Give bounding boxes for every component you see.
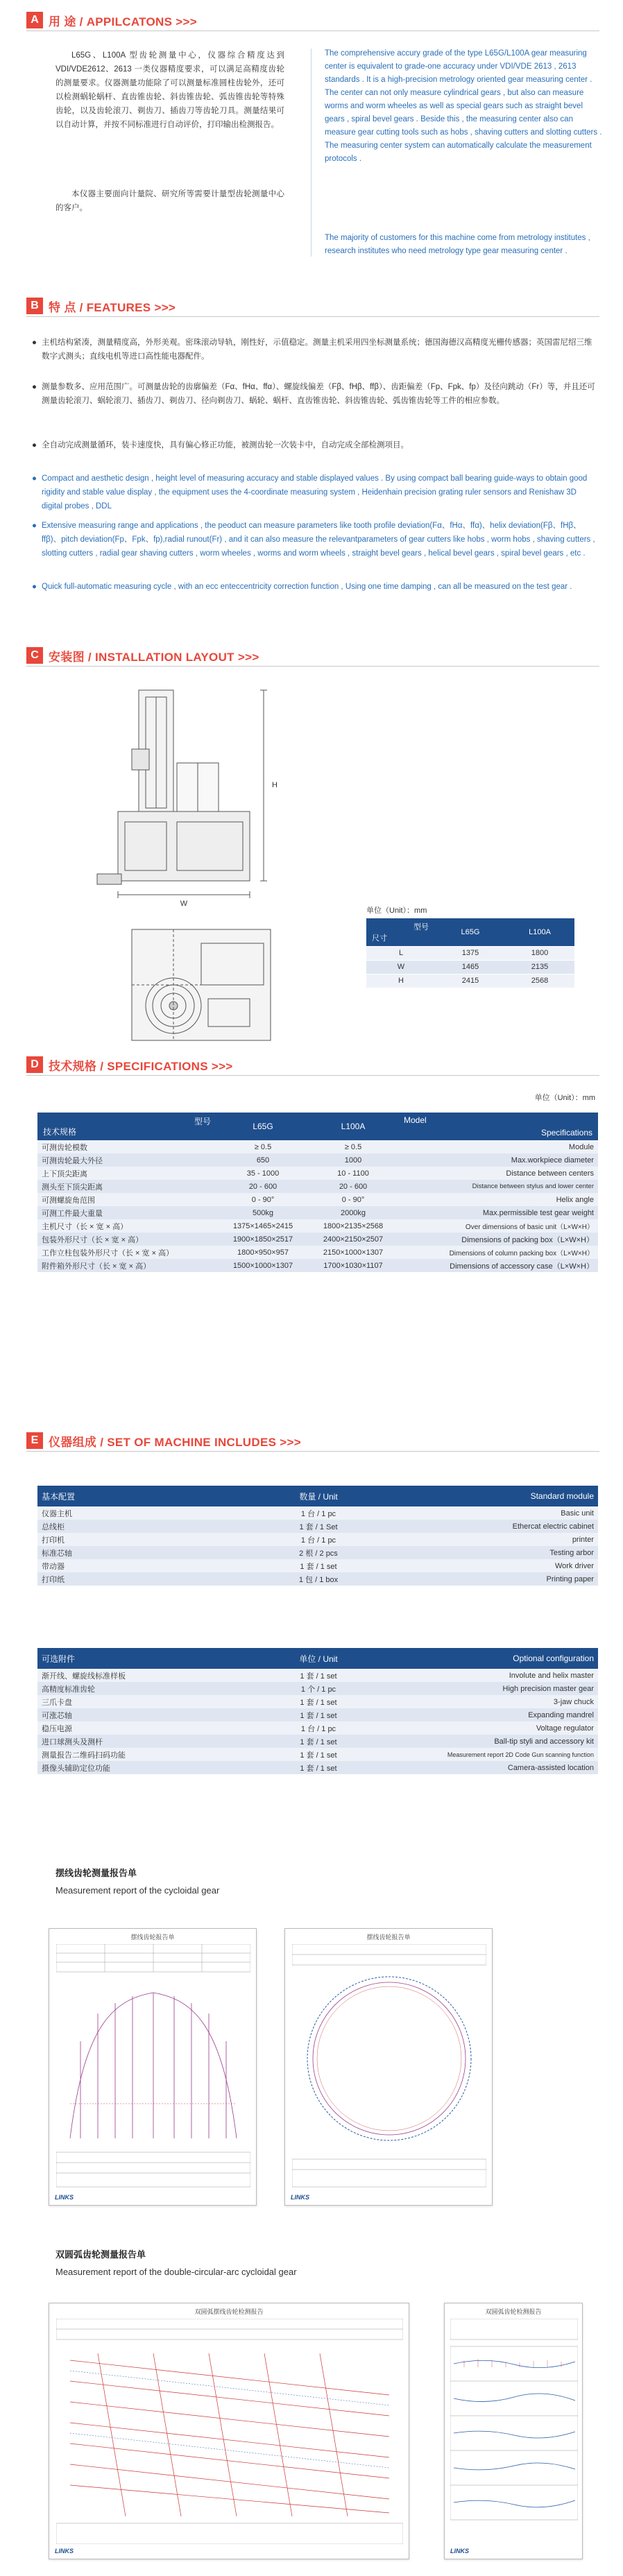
cycloid-circular-chart — [292, 1944, 486, 2190]
table-cell: Dimensions of column packing box（L×W×H） — [398, 1246, 598, 1259]
table-header-row — [366, 918, 574, 946]
header-model-label: 型号 — [413, 923, 429, 931]
table-cell: Ball-tip styli and accessory kit — [412, 1735, 598, 1748]
table-cell: Camera-assisted location — [412, 1761, 598, 1774]
table-cell: 2 根 / 2 pcs — [225, 1546, 412, 1559]
applications-cn-paragraph-1: L65G、L100A 型齿轮测量中心，仪器综合精度达到VDI/VDE2612、2613 一类仪器精度要求，可以满足高精度齿轮的测量要求。仪器测量功能除了可以测量标准圆柱齿轮外，还可以检测蜗轮蜗杆、直齿锥齿轮、斜齿锥齿轮、弧齿锥齿轮等特殊齿轮，以及齿轮滚刀、剃齿刀、插齿刀等齿轮刀具。测量结果可以自动计算，并按不同标准进行自动评价，打印输出检测报告。 — [56, 51, 284, 129]
section-c-letter: C — [26, 647, 43, 664]
table-cell: 1 套 / 1 set — [225, 1748, 412, 1761]
table-cell: printer — [412, 1533, 598, 1546]
table-cell: 打印机 — [37, 1533, 225, 1546]
table-cell: 650 — [218, 1153, 308, 1167]
header-cell: 单位 / Unit — [299, 1654, 338, 1664]
header-model-en-label: Model — [404, 1115, 427, 1125]
table-row — [37, 1259, 598, 1272]
table-cell: 1 套 / 1 Set — [225, 1520, 412, 1533]
table-cell: 上下顶尖距离 — [37, 1167, 218, 1180]
table-cell: 1465 — [436, 960, 505, 974]
table-row — [37, 1669, 598, 1682]
section-d-letter: D — [26, 1056, 43, 1073]
table-row — [366, 946, 574, 960]
table-row — [37, 1206, 598, 1219]
header-cell: L100A — [505, 918, 574, 946]
header-model-label: 型号 — [194, 1117, 211, 1126]
feature-en-1: ● Compact and aesthetic design , height level of measuring accuracy and stable displayed values . By using compact ball bearing guide-ways to obtain good rigidity and stable value display , the equipment uses the 4-coordinate measuring system , Heidenhain precision grating ruler sensors and Renishaw 3D digital probes , DDL — [32, 474, 588, 510]
table-cell: 0 - 90° — [218, 1193, 308, 1206]
header-cell-params — [37, 1113, 218, 1140]
installation-dimension-table — [366, 918, 574, 988]
basic-configuration-table — [37, 1486, 598, 1586]
table-row — [37, 1761, 598, 1774]
table-cell: 高精度标准齿轮 — [37, 1682, 225, 1695]
machine-top-view-drawing — [125, 922, 278, 1047]
section-b-header — [26, 297, 176, 315]
header-cell: L65G — [436, 918, 505, 946]
table-header-row — [37, 1113, 598, 1140]
header-cell-specs — [398, 1113, 598, 1140]
table-row — [37, 1708, 598, 1721]
feature-cn-1: ● 主机结构紧凑，测量精度高，外形美观。密珠滚动导轨，刚性好，示值稳定。测量主机采用四坐标测量系统；德国海德汉高精度光栅传感器；英国雷尼绍三维数字式测头；直线电机等进口高性能电器配件。 — [32, 338, 592, 361]
double-arc-report-title-cn: 双圆弧齿轮测量报告单 — [56, 2249, 146, 2260]
width-dimension-label: W — [180, 900, 188, 908]
feature-en-3: ● Quick full-automatic measuring cycle , with an ecc enteccentricity correction function , Using one time damping , can all be measured on the test gear . — [32, 583, 572, 591]
table-cell: 附件箱外形尺寸（长 × 宽 × 高） — [37, 1259, 218, 1272]
table-cell: ≥ 0.5 — [218, 1140, 308, 1153]
table-cell: 1 台 / 1 pc — [225, 1533, 412, 1546]
table-cell: 0 - 90° — [308, 1193, 398, 1206]
table-cell: 1800×950×957 — [218, 1246, 308, 1259]
header-cell-model — [366, 918, 436, 946]
table-cell: Dimensions of packing box（L×W×H） — [398, 1233, 598, 1246]
divider — [26, 316, 599, 317]
table-cell: 工作立柱包装外形尺寸（长 × 宽 × 高） — [37, 1246, 218, 1259]
optional-configuration-table — [37, 1648, 598, 1774]
table-row — [37, 1520, 598, 1533]
table-cell: 1 套 / 1 set — [225, 1695, 412, 1708]
table-cell: 1500×1000×1307 — [218, 1259, 308, 1272]
table-cell: 主机尺寸（长 × 宽 × 高） — [37, 1219, 218, 1233]
column-divider — [311, 49, 312, 257]
cycloid-report-title-en: Measurement report of the cycloidal gear — [56, 1885, 220, 1896]
table-cell: 3-jaw chuck — [412, 1695, 598, 1708]
section-a-header — [26, 11, 197, 29]
table-row — [37, 1506, 598, 1520]
table-cell: 1375 — [436, 946, 505, 960]
table-row — [37, 1546, 598, 1559]
header-params-label: 技术规格 — [43, 1127, 77, 1137]
table-cell: Module — [398, 1140, 598, 1153]
double-arc-report-title-en: Measurement report of the double-circular-arc cycloidal gear — [56, 2267, 297, 2277]
table-row — [37, 1748, 598, 1761]
sheet-caption: 双圆弧摆线齿轮检测报告 — [194, 2308, 264, 2315]
table-cell: Expanding mandrel — [412, 1708, 598, 1721]
divider — [26, 1075, 599, 1076]
table-cell: Testing arbor — [412, 1546, 598, 1559]
table-cell: 1 套 / 1 set — [225, 1669, 412, 1682]
links-logo: LINKS — [55, 2194, 74, 2201]
sheet-caption: 双圆弧齿轮检测报告 — [485, 2308, 542, 2315]
table-cell: 1 包 / 1 box — [225, 1572, 412, 1586]
table-cell: 1800×2135×2568 — [308, 1219, 398, 1233]
table-cell: Involute and helix master — [412, 1669, 598, 1682]
table-cell: 35 - 1000 — [218, 1167, 308, 1180]
divider — [26, 666, 599, 667]
section-c-header — [26, 646, 259, 664]
table-cell: 总线柜 — [37, 1520, 225, 1533]
table-cell: 可涨芯轴 — [37, 1708, 225, 1721]
table-cell: 标准芯轴 — [37, 1546, 225, 1559]
table-cell: Helix angle — [398, 1193, 598, 1206]
sheet-caption: 摆线齿轮报告单 — [366, 1934, 411, 1941]
table-cell: 测头至下顶尖距离 — [37, 1180, 218, 1193]
table-cell: Ethercat electric cabinet — [412, 1520, 598, 1533]
cycloid-report-sheet-1 — [49, 1928, 257, 2206]
feature-cn-2: ● 测量参数多、应用范围广。可测量齿轮的齿廓偏差（Fα、fHα、ffα）、螺旋线偏差（Fβ、fHβ、ffβ）、齿距偏差（Fp、Fpk、fp）及径向跳动（Fr）等，并且还可测量齿轮滚刀、蜗轮滚刀、插齿刀、剃齿刀、径向剃齿刀、蜗轮、蜗杆、直齿锥齿轮、斜齿锥齿轮、弧齿锥齿轮等工件的相应参数。 — [32, 383, 595, 405]
table-row — [37, 1721, 598, 1735]
double-arc-profile-chart — [56, 2319, 403, 2544]
header-cell: L65G — [253, 1122, 273, 1131]
links-logo: LINKS — [291, 2194, 309, 2201]
header-spec-en-label: Specifications — [540, 1128, 592, 1137]
table-cell: 2415 — [436, 974, 505, 988]
table-cell: 1 套 / 1 set — [225, 1708, 412, 1721]
table-header-row — [37, 1648, 598, 1669]
table-cell: Distance between stylus and lower center — [398, 1180, 598, 1193]
table-cell: Measurement report 2D Code Gun scanning function — [412, 1748, 598, 1761]
table-cell: 1900×1850×2517 — [218, 1233, 308, 1246]
table-cell: Distance between centers — [398, 1167, 598, 1180]
header-cell: L100A — [341, 1122, 366, 1131]
links-logo: LINKS — [450, 2548, 469, 2554]
table-cell: Dimensions of accessory case（L×W×H） — [398, 1259, 598, 1272]
table-cell: Work driver — [412, 1559, 598, 1572]
table-row — [37, 1572, 598, 1586]
table-cell: 渐开线、螺旋线标准样板 — [37, 1669, 225, 1682]
table-cell: ≥ 0.5 — [308, 1140, 398, 1153]
table-cell: 打印纸 — [37, 1572, 225, 1586]
table-cell: High precision master gear — [412, 1682, 598, 1695]
section-e-header — [26, 1432, 301, 1450]
table-cell: Basic unit — [412, 1506, 598, 1520]
table-cell: 带动器 — [37, 1559, 225, 1572]
table-cell: Over dimensions of basic unit（L×W×H） — [398, 1219, 598, 1233]
header-cell: 可选附件 — [42, 1654, 76, 1664]
table-cell: 进口球测头及测杆 — [37, 1735, 225, 1748]
table-cell: 2400×2150×2507 — [308, 1233, 398, 1246]
table-cell: 2568 — [505, 974, 574, 988]
table-row — [37, 1153, 598, 1167]
header-size-label: 尺寸 — [372, 934, 387, 943]
table-cell: 1 套 / 1 set — [225, 1761, 412, 1774]
table-cell: W — [366, 960, 436, 974]
section-a-title: 用 途 / APPILCATONS >>> — [49, 15, 197, 28]
table-cell: 2135 — [505, 960, 574, 974]
section-b-title: 特 点 / FEATURES >>> — [49, 300, 176, 314]
table-cell: 1 台 / 1 pc — [225, 1506, 412, 1520]
header-cell: 基本配置 — [42, 1491, 76, 1502]
table-cell: 仪器主机 — [37, 1506, 225, 1520]
table-cell: 2150×1000×1307 — [308, 1246, 398, 1259]
table-cell: 可测螺旋角范围 — [37, 1193, 218, 1206]
applications-en-paragraph-1: The comprehensive accury grade of the type L65G/L100A gear measuring center is equivalent to grade-one accuracy under VDI/VDE 2613 , 2613 standards . It is a high-precision metrology oriented gear measuring center . The center can not only measure cylindrical gears , but also can measure worms and worm wheeles as well as special gears such as straight bevel gears , spiral bevel gears . Beside this , the measuring center also can measure gear cutting tools such as hobs , shaving cutters and slotting cutters . The measuring center system can automatically calculate the measurement protocols . — [325, 49, 602, 163]
machine-front-view-drawing — [90, 687, 284, 916]
section-d-header — [26, 1056, 233, 1074]
table-cell: 可测齿轮模数 — [37, 1140, 218, 1153]
cycloid-report-sheet-2 — [284, 1928, 493, 2206]
specifications-table — [37, 1113, 598, 1272]
feature-en-2: ● Extensive measuring range and applications , the peoduct can measure parameters like tooth profile deviation(Fα、fHα、ffα)、helix deviation(Fβ、fHβ、ffβ)、pitch deviation(Fp、Fpk、fp),radial runout(Fr) , and it can also measure the relevantparameters of gear cutters like hobs , worm hobs , shaving cutters , slotting cutters , radial gear shaving cutters , worm wheeles , worms and worm wheels , straight bevel gears , helical bevel gears , spiral bevel gears , etc . — [32, 522, 595, 558]
table-cell: 1 套 / 1 set — [225, 1735, 412, 1748]
table-cell: 500kg — [218, 1206, 308, 1219]
table-cell: 10 - 1100 — [308, 1167, 398, 1180]
table-cell: 三爪卡盘 — [37, 1695, 225, 1708]
table-row — [366, 974, 574, 988]
section-e-title: 仪器组成 / SET OF MACHINE INCLUDES >>> — [49, 1435, 301, 1449]
table-cell: 1000 — [308, 1153, 398, 1167]
table-cell: 包装外形尺寸（长 × 宽 × 高） — [37, 1233, 218, 1246]
applications-en-paragraph-2: The majority of customers for this machine come from metrology institutes , research institutes who need metrology type gear measuring center . — [325, 234, 590, 255]
table-cell: 20 - 600 — [218, 1180, 308, 1193]
table-row — [37, 1695, 598, 1708]
applications-cn-paragraph-2: 本仪器主要面向计量院、研究所等需要计量型齿轮测量中心的客户。 — [56, 190, 284, 212]
table-cell: 1800 — [505, 946, 574, 960]
table-row — [37, 1193, 598, 1206]
table-row — [37, 1233, 598, 1246]
section-c-title: 安装图 / INSTALLATION LAYOUT >>> — [49, 650, 259, 664]
table-cell: 稳压电源 — [37, 1721, 225, 1735]
table-cell: Voltage regulator — [412, 1721, 598, 1735]
table-cell: 1375×1465×2415 — [218, 1219, 308, 1233]
table-cell: Printing paper — [412, 1572, 598, 1586]
double-arc-deviation-chart — [450, 2319, 578, 2544]
table-row — [37, 1167, 598, 1180]
table-cell: 1 个 / 1 pc — [225, 1682, 412, 1695]
table-header-row — [37, 1486, 598, 1506]
table-cell: 摄像头辅助定位功能 — [37, 1761, 225, 1774]
table-row — [37, 1682, 598, 1695]
double-arc-report-sheet-1 — [49, 2303, 409, 2559]
cycloid-profile-chart — [56, 1944, 250, 2190]
height-dimension-label: H — [272, 781, 278, 789]
specifications-unit: 单位（Unit）：mm — [534, 1094, 595, 1102]
header-cell: Optional configuration — [513, 1654, 594, 1663]
table-cell: 可测齿轮最大外径 — [37, 1153, 218, 1167]
section-e-letter: E — [26, 1432, 43, 1449]
table-cell: Max.permissible test gear weight — [398, 1206, 598, 1219]
double-arc-report-sheet-2 — [444, 2303, 583, 2559]
header-cell: 数量 / Unit — [299, 1491, 338, 1502]
table-cell: 1 台 / 1 pc — [225, 1721, 412, 1735]
links-logo: LINKS — [55, 2548, 74, 2554]
feature-cn-3: ● 全自动完成测量循环，装卡速度快，具有偏心修正功能，被测齿轮一次装卡中，自动完成全部检测项目。 — [32, 441, 409, 449]
section-a-letter: A — [26, 12, 43, 28]
installation-unit: 单位（Unit）：mm — [366, 907, 427, 915]
sheet-caption: 摆线齿轮报告单 — [130, 1934, 175, 1941]
table-row — [366, 960, 574, 974]
table-cell: Max.workpiece diameter — [398, 1153, 598, 1167]
section-b-letter: B — [26, 298, 43, 314]
divider — [26, 1451, 599, 1452]
table-cell: 2000kg — [308, 1206, 398, 1219]
section-d-title: 技术规格 / SPECIFICATIONS >>> — [49, 1059, 233, 1073]
table-row — [37, 1246, 598, 1259]
table-row — [37, 1180, 598, 1193]
table-cell: 1 套 / 1 set — [225, 1559, 412, 1572]
table-cell: H — [366, 974, 436, 988]
table-row — [37, 1559, 598, 1572]
header-cell: Standard module — [530, 1491, 594, 1501]
table-row — [37, 1533, 598, 1546]
table-cell: 可测工件最大重量 — [37, 1206, 218, 1219]
cycloid-report-title-cn: 摆线齿轮测量报告单 — [56, 1868, 137, 1878]
table-cell: 20 - 600 — [308, 1180, 398, 1193]
table-row — [37, 1219, 598, 1233]
table-cell: L — [366, 946, 436, 960]
table-row — [37, 1735, 598, 1748]
table-cell: 1700×1030×1107 — [308, 1259, 398, 1272]
table-cell: 测量报告二维码扫码功能 — [37, 1748, 225, 1761]
table-row — [37, 1140, 598, 1153]
